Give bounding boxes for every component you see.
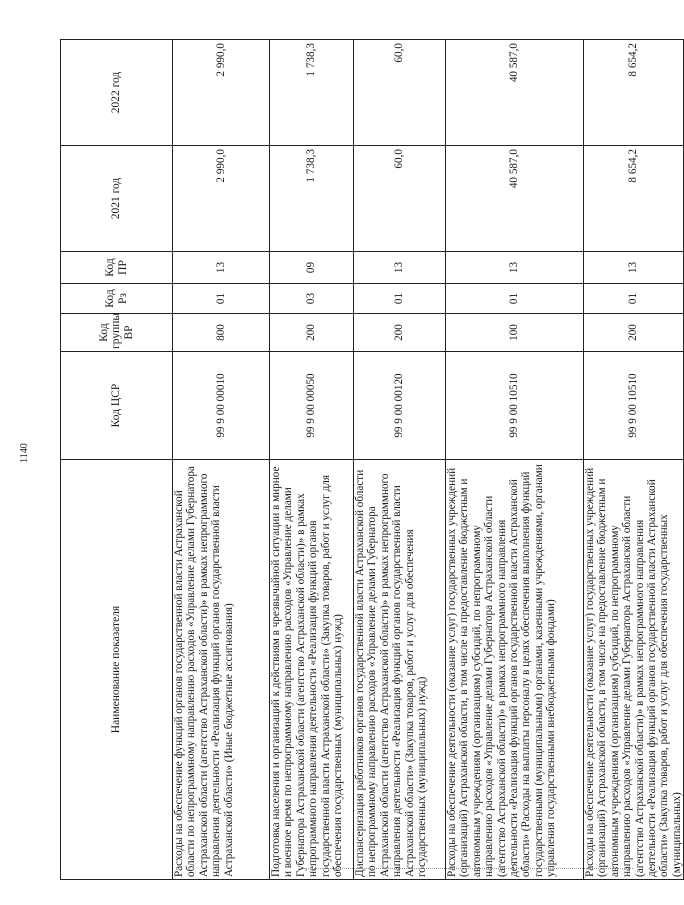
cell-csr-code: 99 9 00 10510 bbox=[584, 352, 684, 460]
cell-vr-code: 200 bbox=[584, 314, 684, 352]
cell-amount-2022: 60,0 bbox=[354, 40, 446, 146]
cell-amount-2021: 40 587,0 bbox=[446, 146, 584, 252]
cell-vr-code: 800 bbox=[173, 314, 270, 352]
cell-pr-code: 13 bbox=[584, 252, 684, 284]
table-row bbox=[173, 40, 270, 880]
cell-rz-code: 01 bbox=[584, 284, 684, 314]
cell-amount-2022: 40 587,0 bbox=[446, 40, 584, 146]
header-csr-code: Код ЦСР bbox=[61, 352, 173, 460]
table-row bbox=[584, 40, 684, 880]
cell-csr-code: 99 9 00 10510 bbox=[446, 352, 584, 460]
cell-name: Подготовка населения и организаций к действиям в чрезвычайной ситуации в мирное и военное время по непрограммному направлению расходов «Управление делами Губернатора Астраханской области (агентство Астраханской области)» в рамках непрограммного направления деятельности «Реализация функций органов государственной власти Астраханской области» (Закупка товаров, работ и услуг для обеспечения государственных (муниципальных) нужд) bbox=[270, 460, 354, 880]
cell-csr-code: 99 9 00 00010 bbox=[173, 352, 270, 460]
cell-csr-code: 99 9 00 00050 bbox=[270, 352, 354, 460]
cell-vr-code: 200 bbox=[270, 314, 354, 352]
page-number: 1140 bbox=[19, 443, 30, 463]
cell-rz-code: 01 bbox=[173, 284, 270, 314]
cell-pr-code: 13 bbox=[446, 252, 584, 284]
cell-amount-2022: 8 654,2 bbox=[584, 40, 684, 146]
cell-name: Диспансеризация работников органов государственной власти Астраханской области по непрограммному направлению расходов «Управление делами Губернатора Астраханской области (агентство Астраханской области)» в рамках непрограммного направления деятельности «Реализация функций органов государственной власти Астраханской области» (Закупка товаров, работ и услуг для обеспечения государственных (муниципальных) нужд) bbox=[354, 460, 446, 880]
cell-name: Расходы на обеспечение функций органов государственной власти Астраханской области по непрограммному направлению расходов «Управление делами Губернатора Астраханской области (агентство Астраханской области)» в рамках непрограммного направления деятельности «Реализация функций органов государственной власти Астраханской области» (Иные бюджетные ассигнования) bbox=[173, 460, 270, 880]
header-year-2021: 2021 год bbox=[61, 146, 173, 252]
cell-amount-2021: 8 654,2 bbox=[584, 146, 684, 252]
cell-pr-code: 09 bbox=[270, 252, 354, 284]
cell-amount-2022: 2 990,0 bbox=[173, 40, 270, 146]
cell-amount-2021: 1 738,3 bbox=[270, 146, 354, 252]
rotated-page-content bbox=[60, 40, 683, 880]
header-rz-code: Код Рз bbox=[61, 284, 173, 314]
cell-name: Расходы на обеспечение деятельности (оказание услуг) государственных учреждений (организаций) Астраханской области, в том числе на предоставление бюджетным и автономным учреждениям (организациям) субсидий, по непрограммному направлению расходов «Управление делами Губернатора Астраханской области (агентство Астраханской области)» в рамках непрограммного направления деятельности «Реализация функций органов государственной власти Астраханской области» (Расходы на выплаты персоналу в целях обеспечения выполнения функций государственными (муниципальными) органами, казенными учреждениями, органами управления государственными внебюджетными фондами) bbox=[446, 460, 584, 880]
cell-name: Расходы на обеспечение деятельности (оказание услуг) государственных учреждений (организаций) Астраханской области, в том числе на предоставление бюджетным и автономным учреждениям (организациям) субсидий, по непрограммному направлению расходов «Управление делами Губернатора Астраханской области (агентство Астраханской области)» в рамках непрограммного направления деятельности «Реализация функций органов государственной власти Астраханской области» (Закупка товаров, работ и услуг для обеспечения государственных (муниципальных) bbox=[584, 460, 684, 880]
cell-vr-code: 100 bbox=[446, 314, 584, 352]
header-pr-code: Код ПР bbox=[61, 252, 173, 284]
cell-csr-code: 99 9 00 00120 bbox=[354, 352, 446, 460]
header-year-2022: 2022 год bbox=[61, 40, 173, 146]
budget-table bbox=[60, 39, 684, 880]
table-row bbox=[354, 40, 446, 880]
header-vr-code: Код группы ВР bbox=[61, 314, 173, 352]
cell-amount-2021: 60,0 bbox=[354, 146, 446, 252]
cell-rz-code: 03 bbox=[270, 284, 354, 314]
cell-pr-code: 13 bbox=[354, 252, 446, 284]
cell-rz-code: 01 bbox=[354, 284, 446, 314]
cell-rz-code: 01 bbox=[446, 284, 584, 314]
table-row bbox=[446, 40, 584, 880]
cell-amount-2021: 2 990,0 bbox=[173, 146, 270, 252]
scan-edge-line bbox=[303, 868, 633, 869]
header-name: Наименование показателя bbox=[61, 460, 173, 880]
cell-vr-code: 200 bbox=[354, 314, 446, 352]
table-header bbox=[61, 40, 173, 880]
cell-amount-2022: 1 738,3 bbox=[270, 40, 354, 146]
table-row bbox=[270, 40, 354, 880]
cell-pr-code: 13 bbox=[173, 252, 270, 284]
